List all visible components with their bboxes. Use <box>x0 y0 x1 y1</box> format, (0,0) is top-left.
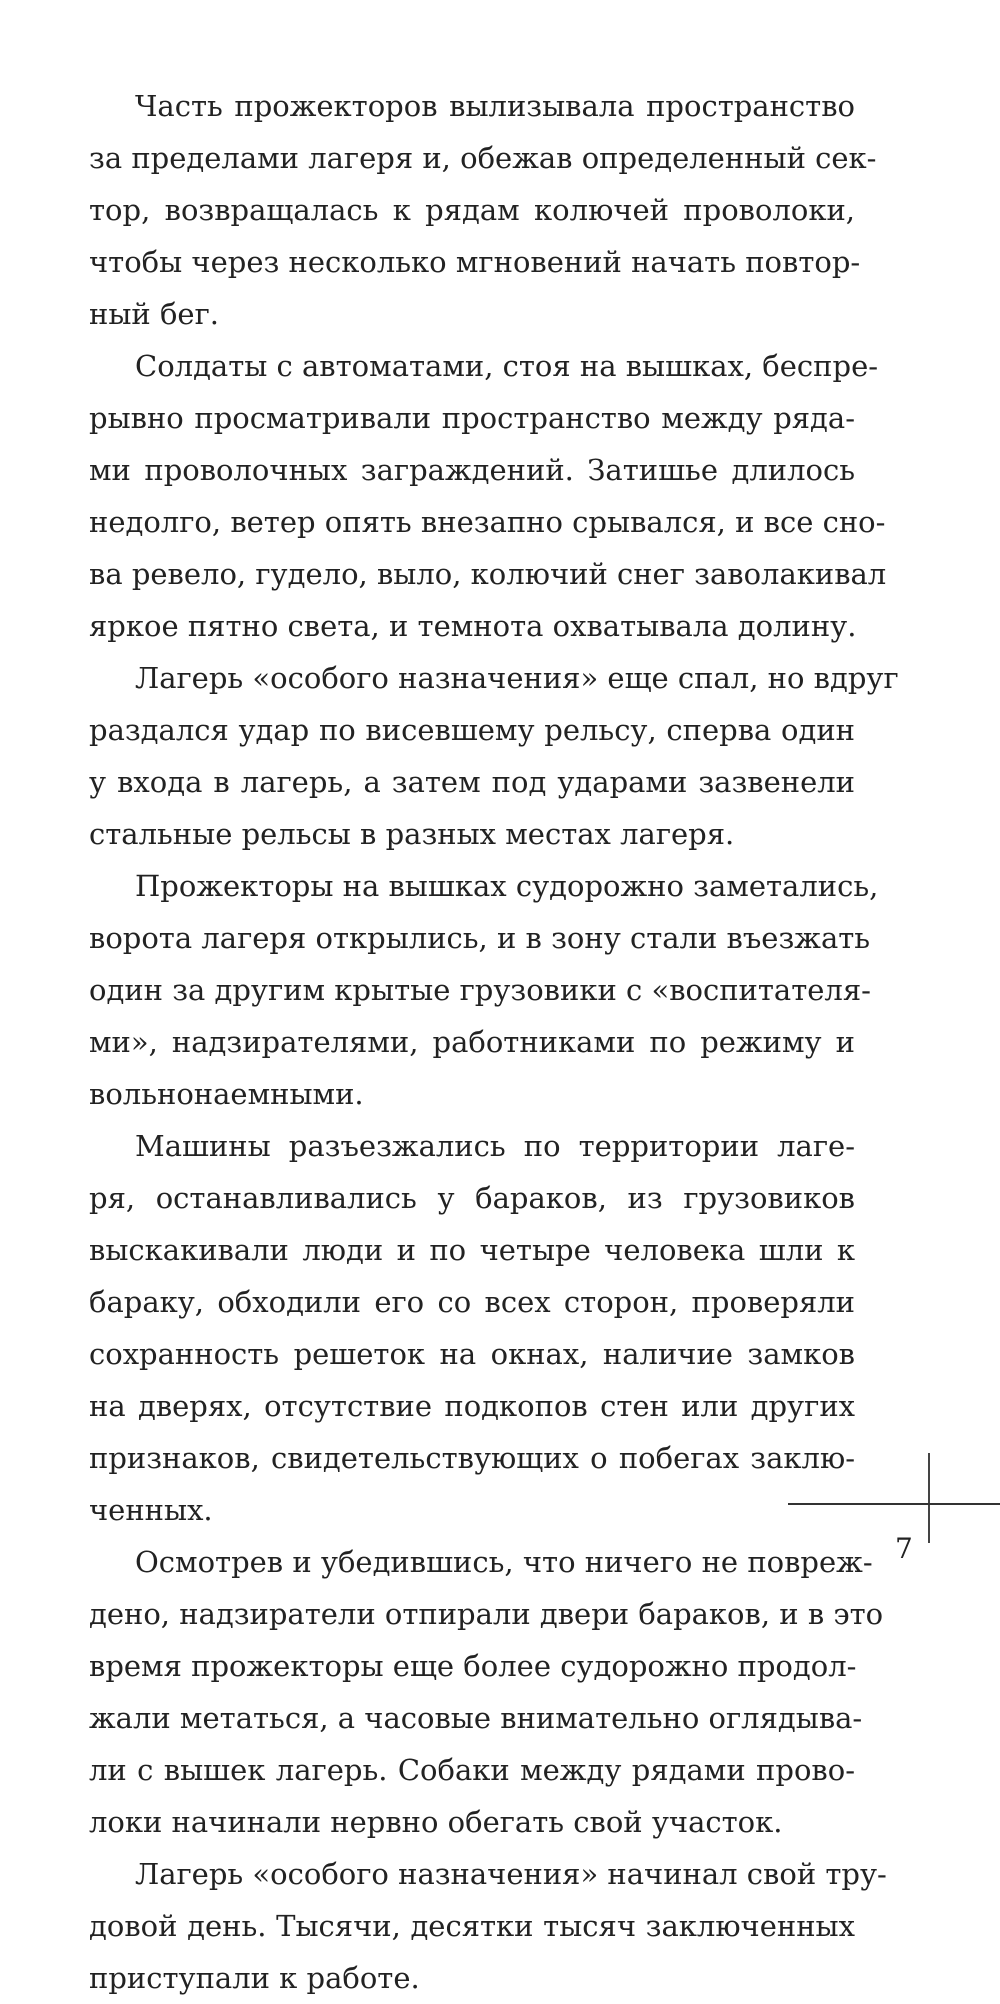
text-line: чтобы через несколько мгновений начать повтор- <box>89 245 861 279</box>
page-number: 7 <box>895 1532 913 1565</box>
text-line: бараку, обходили его со всех сторон, проверяли <box>89 1285 855 1319</box>
text-line: ли с вышек лагерь. Собаки между рядами прово- <box>89 1753 855 1787</box>
text-line: признаков, свидетельствующих о побегах заклю- <box>89 1441 855 1475</box>
text-line: недолго, ветер опять внезапно срывался, и все сно- <box>89 505 886 539</box>
text-line: раздался удар по висевшему рельсу, сперва один <box>89 713 855 747</box>
crop-mark-vertical <box>928 1453 930 1543</box>
text-line: приступали к работе. <box>89 1961 420 1995</box>
text-line: стальные рельсы в разных местах лагеря. <box>89 817 735 851</box>
text-line: Машины разъезжались по территории лаге- <box>135 1129 855 1163</box>
text-line: Часть прожекторов вылизывала пространство <box>135 89 855 123</box>
text-line: ворота лагеря открылись, и в зону стали въезжать <box>89 921 871 955</box>
text-line: ва ревело, гудело, выло, колючий снег заволакивал <box>89 557 887 591</box>
text-line: Прожекторы на вышках судорожно заметались, <box>135 869 879 903</box>
text-line: один за другим крытые грузовики с «воспитателя- <box>89 973 871 1007</box>
text-line: сохранность решеток на окнах, наличие замков <box>89 1337 855 1371</box>
text-line: время прожекторы еще более судорожно продол- <box>89 1649 857 1683</box>
text-line: ченных. <box>89 1493 213 1527</box>
text-line: ря, останавливались у бараков, из грузовиков <box>89 1181 855 1215</box>
text-line: Солдаты с автоматами, стоя на вышках, беспре- <box>135 349 879 383</box>
text-line: локи начинали нервно обегать свой участок. <box>89 1805 783 1839</box>
text-line: ми», надзирателями, работниками по режиму и <box>89 1025 855 1059</box>
text-line: Лагерь «особого назначения» начинал свой тру- <box>135 1857 887 1891</box>
body-text <box>89 80 899 2004</box>
text-line: ми проволочных заграждений. Затишье длилось <box>89 453 855 487</box>
text-line: довой день. Тысячи, десятки тысяч заключенных <box>89 1909 855 1943</box>
text-line: Лагерь «особого назначения» еще спал, но вдруг <box>135 661 899 695</box>
text-line: на дверях, отсутствие подкопов стен или других <box>89 1389 855 1423</box>
text-line: Осмотрев и убедившись, что ничего не повреж- <box>135 1545 873 1579</box>
text-line: тор, возвращалась к рядам колючей проволоки, <box>89 193 855 227</box>
text-line: у входа в лагерь, а затем под ударами зазвенели <box>89 765 855 799</box>
text-line: яркое пятно света, и темнота охватывала долину. <box>89 609 857 643</box>
text-line: жали метаться, а часовые внимательно оглядыва- <box>89 1701 863 1735</box>
text-line: вольнонаемными. <box>89 1077 364 1111</box>
text-line: ный бег. <box>89 297 219 331</box>
text-line: за пределами лагеря и, обежав определенный сек- <box>89 141 877 175</box>
text-line: дено, надзиратели отпирали двери бараков, и в это <box>89 1597 884 1631</box>
crop-mark-horizontal <box>788 1503 1000 1505</box>
text-line: выскакивали люди и по четыре человека шли к <box>89 1233 855 1267</box>
text-line: рывно просматривали пространство между ряда- <box>89 401 855 435</box>
